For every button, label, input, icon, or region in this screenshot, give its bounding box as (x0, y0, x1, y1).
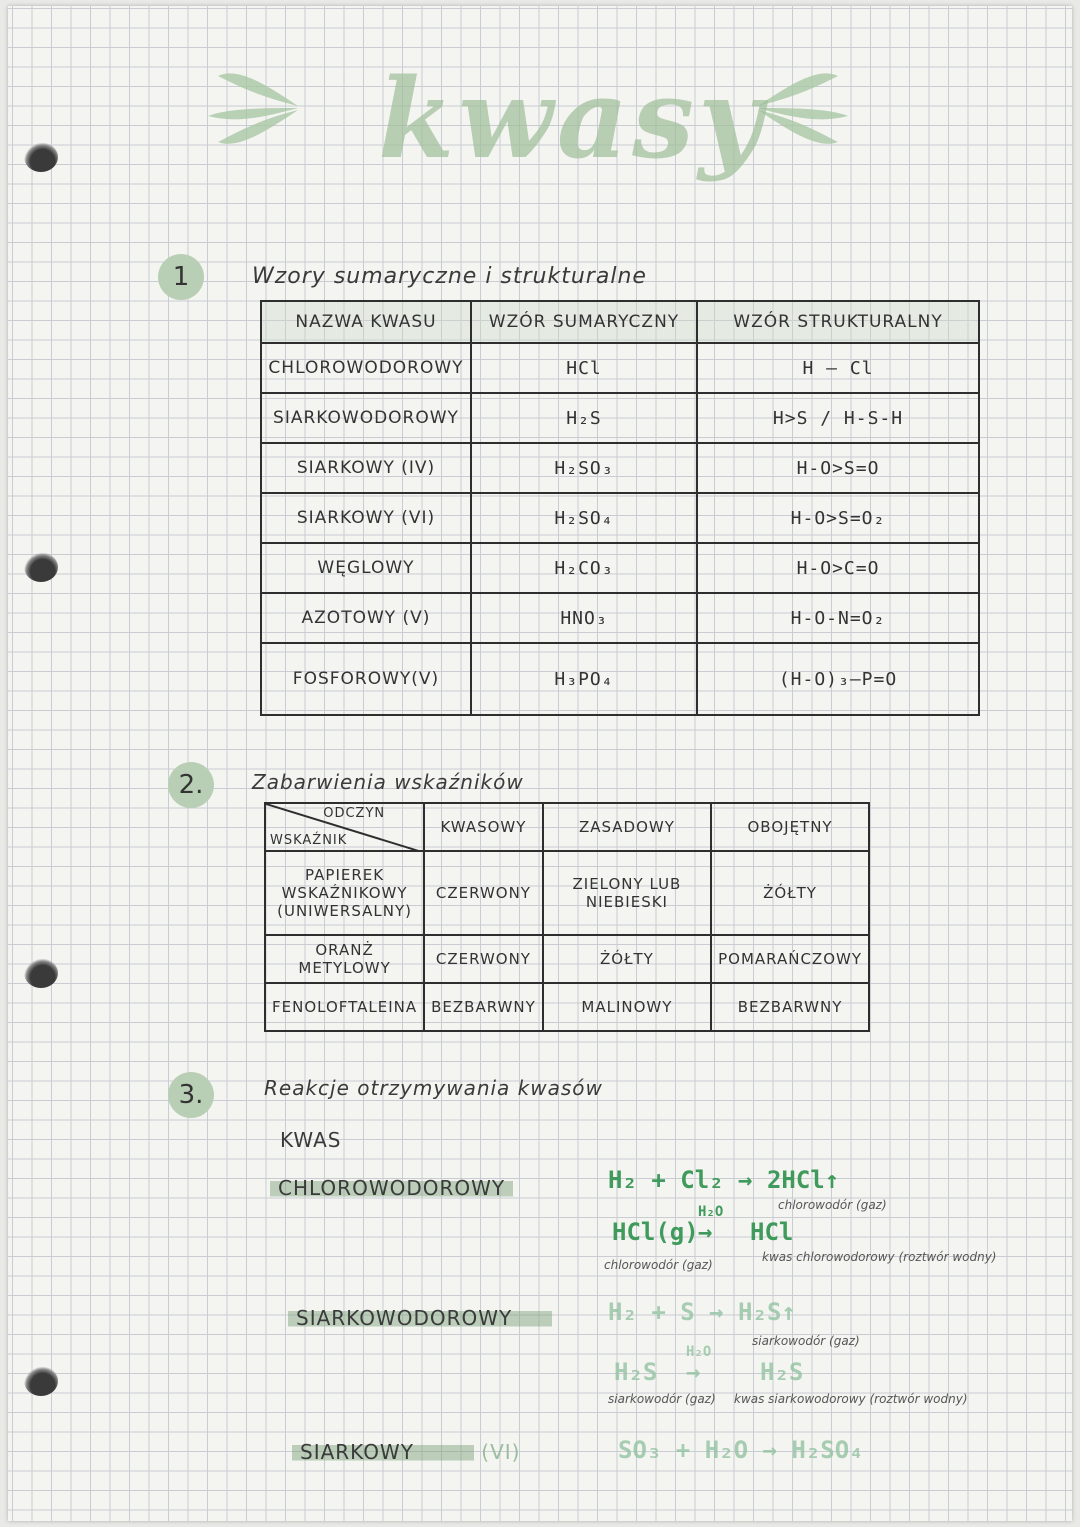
column-header: KWASOWY (424, 803, 543, 851)
equation-right: HCl (750, 1218, 794, 1246)
equation-note: chlorowodór (gaz) (778, 1198, 887, 1212)
indicators-table (264, 802, 870, 1032)
equation: H₂ + Cl₂ → 2HCl↑ (608, 1166, 840, 1194)
acid-structure: H-O-N=O₂ (697, 593, 979, 643)
leaf-decoration-icon (198, 46, 308, 166)
acid-structure: H-O>C=O (697, 543, 979, 593)
equation-note: kwas siarkowodorowy (roztwór wodny) (734, 1392, 968, 1406)
table-row (265, 851, 869, 935)
acid-name: WĘGLOWY (261, 543, 471, 593)
acids-table (260, 300, 980, 716)
acid-name: SIARKOWODOROWY (261, 393, 471, 443)
acid-structure: H>S / H-S-H (697, 393, 979, 443)
equation-left: HCl(g) (612, 1218, 699, 1246)
indicator-name: ORANŻ METYLOWY (265, 935, 424, 983)
equation-left: H₂S (614, 1358, 658, 1386)
equation: H₂ + S → H₂S↑ (608, 1298, 796, 1326)
section-heading: Zabarwienia wskaźników (252, 770, 524, 794)
arrow-icon: → (698, 1218, 713, 1246)
page-title: kwasy (378, 54, 767, 183)
indicator-value: BEZBARWNY (711, 983, 869, 1031)
equation-note: chlorowodór (gaz) (604, 1258, 713, 1272)
acid-formula: HCl (471, 343, 697, 393)
punch-hole (24, 1366, 58, 1396)
indicator-name: PAPIEREK WSKAŹNIKOWY (UNIWERSALNY) (265, 851, 424, 935)
table-row (265, 983, 869, 1031)
section-number: 3. (168, 1072, 214, 1118)
acid-label: SIARKOWODOROWY (288, 1306, 552, 1330)
notebook-page (8, 6, 1072, 1521)
indicator-value: CZERWONY (424, 851, 543, 935)
acid-name: AZOTOWY (V) (261, 593, 471, 643)
acid-formula: H₂CO₃ (471, 543, 697, 593)
column-header: NAZWA KWASU (261, 301, 471, 343)
acid-formula: H₂SO₃ (471, 443, 697, 493)
indicator-name: FENOLOFTALEINA (265, 983, 424, 1031)
indicator-value: ŻÓŁTY (543, 935, 711, 983)
acid-name: CHLOROWODOROWY (261, 343, 471, 393)
punch-hole (24, 552, 58, 582)
equation: SO₃ + H₂O → H₂SO₄ (618, 1436, 864, 1464)
table-row (261, 643, 979, 715)
indicator-value: POMARAŃCZOWY (711, 935, 869, 983)
column-header: ZASADOWY (543, 803, 711, 851)
acid-structure: (H-O)₃—P=O (697, 643, 979, 715)
indicator-value: MALINOWY (543, 983, 711, 1031)
acid-label-suffix: (VI) (481, 1440, 521, 1464)
equation-note: siarkowodór (gaz) (752, 1334, 860, 1348)
equation-note: kwas chlorowodorowy (roztwór wodny) (762, 1250, 997, 1264)
acid-formula: H₂S (471, 393, 697, 443)
equation-catalyst: H₂O (686, 1344, 712, 1360)
acid-formula: H₃PO₄ (471, 643, 697, 715)
section-number: 1 (158, 254, 204, 300)
punch-hole (24, 958, 58, 988)
acid-structure: H-O>S=O (697, 443, 979, 493)
section-heading: Reakcje otrzymywania kwasów (264, 1076, 603, 1100)
arrow-icon: → (686, 1358, 701, 1386)
table-row (261, 393, 979, 443)
table-row (261, 543, 979, 593)
indicator-value: BEZBARWNY (424, 983, 543, 1031)
indicator-value: ŻÓŁTY (711, 851, 869, 935)
acid-structure: H-O>S=O₂ (697, 493, 979, 543)
column-header: WZÓR STRUKTURALNY (697, 301, 979, 343)
acid-name: FOSFOROWY(V) (261, 643, 471, 715)
table-row (265, 935, 869, 983)
acid-formula: HNO₃ (471, 593, 697, 643)
indicator-value: ZIELONY LUB NIEBIESKI (543, 851, 711, 935)
column-header: WZÓR SUMARYCZNY (471, 301, 697, 343)
corner-top-label: ODCZYN (323, 806, 386, 821)
table-row (261, 493, 979, 543)
acid-label: CHLOROWODOROWY (270, 1176, 513, 1200)
section-number: 2. (168, 762, 214, 808)
indicator-value: CZERWONY (424, 935, 543, 983)
section-heading: Wzory sumaryczne i strukturalne (252, 264, 647, 289)
acid-formula: H₂SO₄ (471, 493, 697, 543)
acid-name: SIARKOWY (IV) (261, 443, 471, 493)
acid-structure: H — Cl (697, 343, 979, 393)
equation-right: H₂S (760, 1358, 804, 1386)
corner-header (265, 803, 424, 851)
punch-hole (24, 142, 58, 172)
column-header: OBOJĘTNY (711, 803, 869, 851)
acid-label: SIARKOWY (292, 1440, 474, 1464)
section-subheading: KWAS (280, 1128, 342, 1152)
table-row (261, 443, 979, 493)
table-row (261, 343, 979, 393)
table-row (261, 593, 979, 643)
acid-name: SIARKOWY (VI) (261, 493, 471, 543)
corner-bottom-label: WSKAŹNIK (270, 833, 348, 848)
equation-catalyst: H₂O (698, 1204, 724, 1220)
equation-note: siarkowodór (gaz) (608, 1392, 716, 1406)
